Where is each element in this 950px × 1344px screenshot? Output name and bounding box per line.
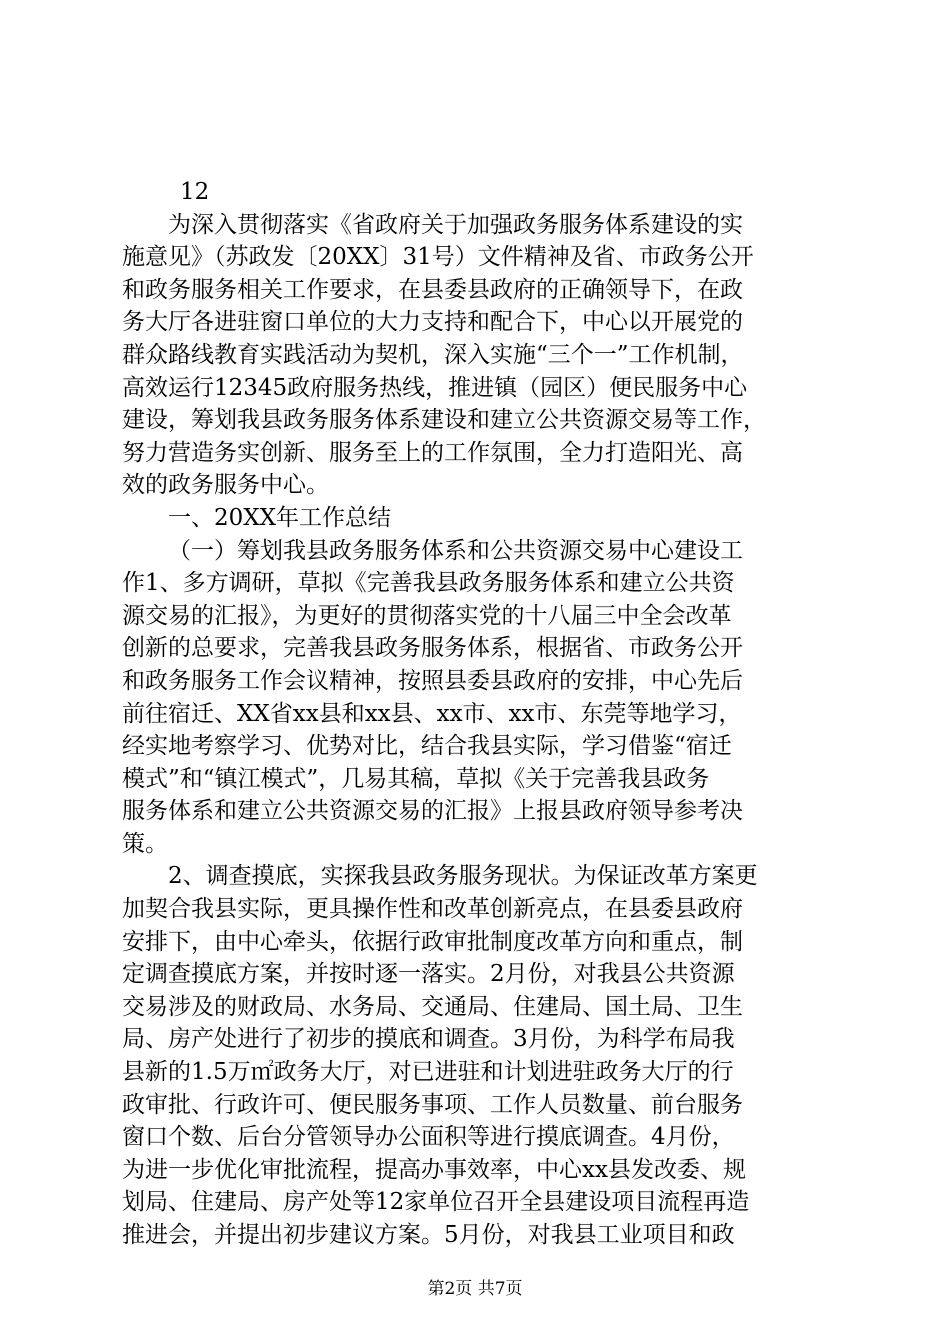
paragraph-line: 政审批、行政许可、便民服务事项、工作人员数量、前台服务 <box>122 1091 743 1118</box>
paragraph-line: 2、调查摸底，实探我县政务服务现状。为保证改革方案更 <box>168 863 758 890</box>
paragraph-line: 划局、住建局、房产处等12家单位召开全县建设项目流程再造 <box>122 1189 750 1216</box>
paragraph-line: 加契合我县实际，更具操作性和改革创新亮点，在县委县政府 <box>122 896 743 923</box>
paragraph-line: 和政务服务相关工作要求，在县委县政府的正确领导下，在政 <box>122 276 743 303</box>
paragraph-line: 努力营造务实创新、服务至上的工作氛围，全力打造阳光、高 <box>122 439 743 466</box>
paragraph-line: 推进会，并提出初步建议方案。5月份，对我县工业项目和政 <box>122 1222 735 1248</box>
paragraph-line: 策。 <box>122 830 168 857</box>
paragraph-line: 高效运行12345政府服务热线，推进镇（园区）便民服务中心 <box>122 374 748 401</box>
paragraph-line: 务大厅各进驻窗口单位的大力支持和配合下，中心以开展党的 <box>122 309 743 336</box>
paragraph-line: 模式”和“镇江模式”，几易其稿，草拟《关于完善我县政务 <box>122 765 710 792</box>
paragraph-line: 窗口个数、后台分管领导办公面积等进行摸底调查。4月份， <box>122 1124 735 1151</box>
paragraph-line: 群众路线教育实践活动为契机，深入实施“三个一”工作机制， <box>122 341 744 368</box>
paragraph-line: 源交易的汇报》，为更好的贯彻落实党的十八届三中全会改革 <box>122 602 732 629</box>
page-number-text: 12 <box>180 179 210 205</box>
paragraph-line: 为深入贯彻落实《省政府关于加强政务服务体系建设的实 <box>168 211 743 238</box>
document-body <box>122 176 832 1252</box>
page-footer: 第2页 共7页 <box>427 1279 523 1299</box>
subsection-line: （一）筹划我县政务服务体系和公共资源交易中心建设工 <box>168 537 743 564</box>
paragraph-line: 为进一步优化审批流程，提高办事效率，中心xx县发改委、规 <box>122 1156 746 1183</box>
paragraph-line: 服务体系和建立公共资源交易的汇报》上报县政府领导参考决 <box>122 798 743 825</box>
paragraph-line: 经实地考察学习、优势对比，结合我县实际，学习借鉴“宿迁 <box>122 733 732 760</box>
paragraph-line: 作1、多方调研，草拟《完善我县政务服务体系和建立公共资 <box>122 570 735 597</box>
section-heading: 一、20XX年工作总结 <box>168 504 392 531</box>
paragraph-line: 县新的1.5万㎡政务大厅，对已进驻和计划进驻政务大厅的行 <box>122 1059 734 1086</box>
paragraph-line: 安排下，由中心牵头，依据行政审批制度改革方向和重点，制 <box>122 928 743 955</box>
paragraph-line: 前往宿迁、XX省xx县和xx县、xx市、xx市、东莞等地学习， <box>122 700 742 727</box>
paragraph-line: 交易涉及的财政局、水务局、交通局、住建局、国土局、卫生 <box>122 993 743 1020</box>
paragraph-line: 施意见》（苏政发〔20XX〕31号）文件精神及省、市政务公开 <box>122 244 754 271</box>
paragraph-line: 定调查摸底方案，并按时逐一落实。2月份，对我县公共资源 <box>122 961 735 988</box>
paragraph-line: 效的政务服务中心。 <box>122 472 329 499</box>
paragraph-line: 建设，筹划我县政务服务体系建设和建立公共资源交易等工作， <box>122 407 766 434</box>
paragraph-line: 和政务服务工作会议精神，按照县委县政府的安排，中心先后 <box>122 667 743 694</box>
paragraph-line: 创新的总要求，完善我县政务服务体系，根据省、市政务公开 <box>122 635 743 662</box>
paragraph-line: 局、房产处进行了初步的摸底和调查。3月份，为科学布局我 <box>122 1026 735 1053</box>
